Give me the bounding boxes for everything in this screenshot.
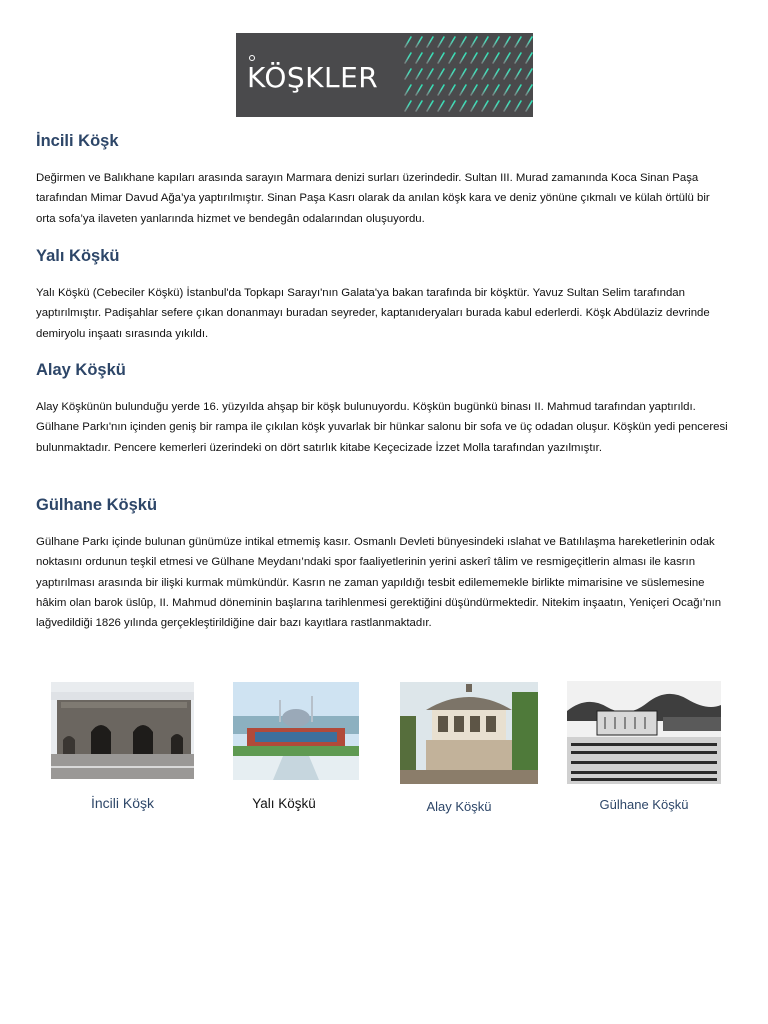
gallery-caption-alay-kosku: Alay Köşkü bbox=[426, 799, 492, 814]
yali-kosku-photo bbox=[233, 682, 359, 780]
section-yali-koskü bbox=[36, 247, 732, 344]
gallery-caption-gulhane-kosku: Gülhane Köşkü bbox=[599, 797, 689, 812]
section-incili-kosk bbox=[36, 132, 732, 229]
section-heading: Alay Köşkü bbox=[36, 361, 126, 379]
section-body: Alay Köşkünün bulunduğu yerde 16. yüzyılda ahşap bir köşk bulunuyordu. Köşkün bugünkü binası II. Mahmud tarafından yaptırıldı. Gülhane Parkı'nın içinden geniş bir rampa ile çıkılan köşk yuvarlak bir hünkar salonu bir sofa ve üç odadan oluşur. Köşkün yedi penceresi bulunmaktadır. Pencere kemerleri üzerindeki on dört satırlık kitabe Keçecizade İzzet Molla tarafından yazılmıştır. bbox=[36, 401, 728, 454]
banner-title: KÖŞKLER bbox=[247, 61, 379, 94]
section-heading: Yalı Köşkü bbox=[36, 247, 120, 265]
gulhane-kosku-engraving bbox=[567, 681, 721, 784]
section-body: Yalı Köşkü (Cebeciler Köşkü) İstanbul'da Topkapı Sarayı'nın Galata'ya bakan tarafında bir köşktür. Yavuz Sultan Selim tarafından yaptırılmıştır. Padişahlar sefere çıkan donanmayı buradan seyreder, kaptanıderyaları burada kabul ederlerdi. Köşk Abdülaziz devrinde demiryolu inşaatı sırasında yıkıldı. bbox=[36, 287, 710, 340]
section-body: Değirmen ve Balıkhane kapıları arasında sarayın Marmara denizi surları üzerindedir. Sultan III. Murad zamanında Koca Sinan Paşa tarafından Mimar Davud Ağa’ya yaptırılmıştır. Sinan Paşa Kasrı olarak da anılan köşk kara ve deniz yönüne çıkmalı ve külah örtülü bir orta sofa’ya ilaveten yanlarında hizmet ve bendegân odalarından oluşuyordu. bbox=[36, 172, 710, 225]
header-banner bbox=[236, 33, 533, 117]
incili-kosk-photo bbox=[51, 682, 194, 779]
gallery-caption-incili-kosk: İncili Köşk bbox=[90, 795, 155, 811]
section-body: Gülhane Parkı içinde bulunan günümüze intikal etmemiş kasır. Osmanlı Devleti bünyesindeki ıslahat ve Batılılaşma hareketlerinin odak noktasını ordunun teşkil etmesi ve Gülhane Meydanı’ndaki spor faaliyetlerinin yerini askerî tâlim ve resmigeçitlerin alması ile kasrın yaptırılması arasında bir ilişki kurmak mümkündür. Kasrın ne zaman yapıldığı tesbit edilememekle birlikte mimarisine ve süslemesine hâkim olan barok üslûp, II. Mahmud döneminin başlarına tarihlenmesi gerektiğini düşündürmektedir. Nitekim inşaatın, Yeniçeri Ocağı’nın lağvedildiği 1826 yılında gerçekleştirildiğine dair bazı kayıtlara rastlanmaktadır. bbox=[36, 536, 722, 630]
diagonal-stripes-pattern bbox=[403, 33, 533, 117]
alay-kosku-photo bbox=[400, 682, 538, 784]
section-alay-kosku bbox=[36, 361, 732, 458]
section-heading: İncili Köşk bbox=[36, 132, 119, 150]
section-gulhane-kosku bbox=[36, 496, 732, 633]
gallery-caption-yali-kosku: Yalı Köşkü bbox=[252, 796, 316, 811]
section-heading: Gülhane Köşkü bbox=[36, 496, 158, 514]
